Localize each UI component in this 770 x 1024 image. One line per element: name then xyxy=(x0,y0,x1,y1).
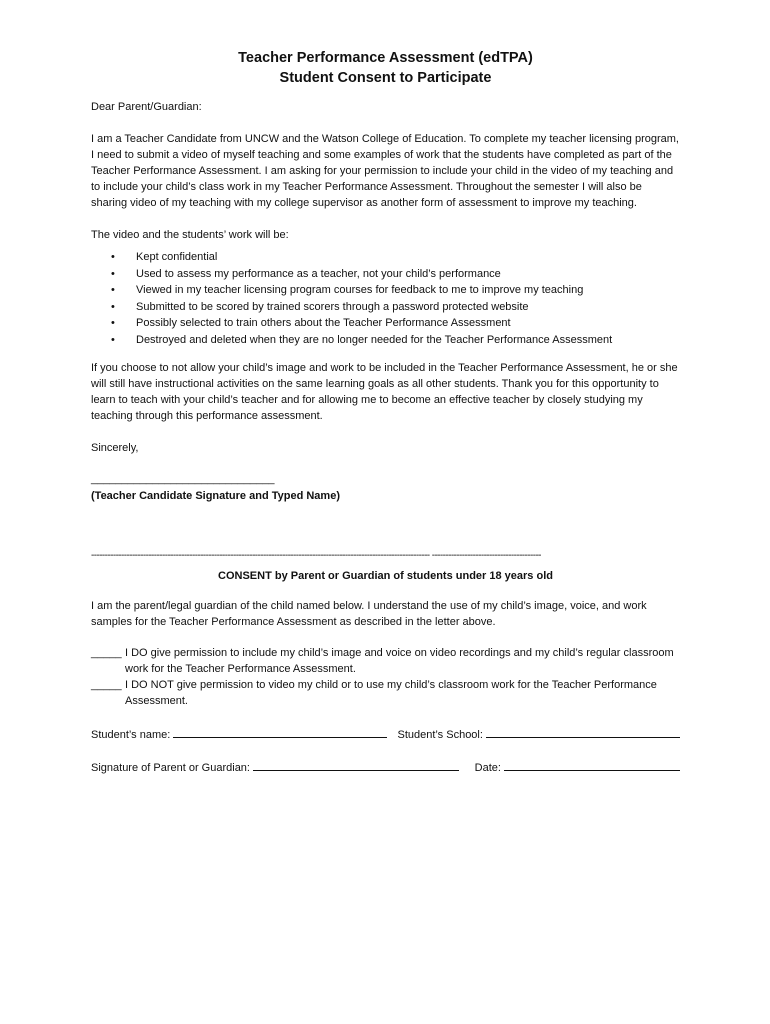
student-name-group xyxy=(91,725,387,743)
student-name-field[interactable] xyxy=(173,725,387,738)
list-item: • Possibly selected to train others about the Teacher Performance Assessment xyxy=(111,315,680,332)
list-item: • Kept confidential xyxy=(111,249,680,266)
closing-paragraph: If you choose to not allow your child’s image and work to be included in the Teacher Performance Assessment, he or she will still have instructional activities on the same learning goals as all other students. Thank you for this opportunity to learn to teach with your child’s teacher and for allowing me to become an effective teacher by closely studying my teaching through this performance assessment. xyxy=(91,362,678,422)
date-label: Date: xyxy=(474,762,501,774)
bullet-icon: • xyxy=(111,333,115,346)
guardian-signature-row xyxy=(91,758,680,776)
consent-no-blank[interactable]: _____ xyxy=(91,679,122,691)
sign-off: Sincerely, xyxy=(91,442,139,454)
bullet-icon: • xyxy=(111,317,115,329)
student-school-label: Student’s School: xyxy=(397,729,483,741)
student-info-row xyxy=(91,725,680,743)
consent-option-yes xyxy=(91,645,680,677)
teacher-signature-field[interactable]: ______________________________ xyxy=(91,473,275,485)
bullet-icon: • xyxy=(111,284,115,296)
consent-statement: I am the parent/legal guardian of the child named below. I understand the use of my child’s image, voice, and work samples for the Teacher Performance Assessment as described in the letter above. xyxy=(91,600,647,628)
bullet-icon: • xyxy=(111,267,115,280)
salutation: Dear Parent/Guardian: xyxy=(91,101,202,113)
consent-heading: CONSENT by Parent or Guardian of students under 18 years old xyxy=(218,570,553,582)
list-item: • Destroyed and deleted when they are no longer needed for the Teacher Performance Assessment xyxy=(111,332,680,349)
student-school-field[interactable] xyxy=(486,725,680,738)
list-item: • Used to assess my performance as a teacher, not your child’s performance xyxy=(111,266,680,283)
student-school-group xyxy=(398,725,680,743)
document-title: Teacher Performance Assessment (edTPA) xyxy=(238,50,533,66)
bullet-icon: • xyxy=(111,251,115,263)
consent-option-no xyxy=(91,677,680,709)
student-name-label: Student’s name: xyxy=(91,729,171,741)
consent-yes-blank[interactable]: _____ xyxy=(91,647,122,659)
date-field[interactable] xyxy=(504,758,680,771)
date-group xyxy=(475,758,680,776)
consent-yes-text: I DO give permission to include my child’s image and voice on video recordings and my child’s regular classroom work for the Teacher Performance Assessment. xyxy=(125,647,674,675)
guardian-signature-label: Signature of Parent or Guardian: xyxy=(91,762,250,774)
list-intro: The video and the students’ work will be: xyxy=(91,229,289,241)
usage-list xyxy=(91,249,680,348)
bullet-icon: • xyxy=(111,300,115,313)
list-item: • Viewed in my teacher licensing program courses for feedback to me to improve my teaching xyxy=(111,282,680,299)
intro-paragraph: I am a Teacher Candidate from UNCW and the Watson College of Education. To complete my teacher licensing program, I need to submit a video of myself teaching and some examples of work that the students have completed as part of the Teacher Performance Assessment. I am asking for your permission to include your child in the video of my teaching and to include your child’s class work in my Teacher Performance Assessment. Throughout the semester I will also be sharing video of my teaching with my college supervisor as another form of assessment to improve my teaching. xyxy=(91,133,679,209)
teacher-signature-label: (Teacher Candidate Signature and Typed Name) xyxy=(91,490,340,502)
document-subtitle: Student Consent to Participate xyxy=(279,70,492,86)
list-item: • Submitted to be scored by trained scorers through a password protected website xyxy=(111,299,680,316)
consent-no-text: I DO NOT give permission to video my child or to use my child’s classroom work for the Teacher Performance Assessment. xyxy=(125,679,657,707)
guardian-signature-group xyxy=(91,758,459,776)
guardian-signature-field[interactable] xyxy=(253,758,459,771)
cut-line-divider: ---------------------------------------------------------------------------------------------------------------------------- ---------------------------------------- xyxy=(91,550,541,561)
